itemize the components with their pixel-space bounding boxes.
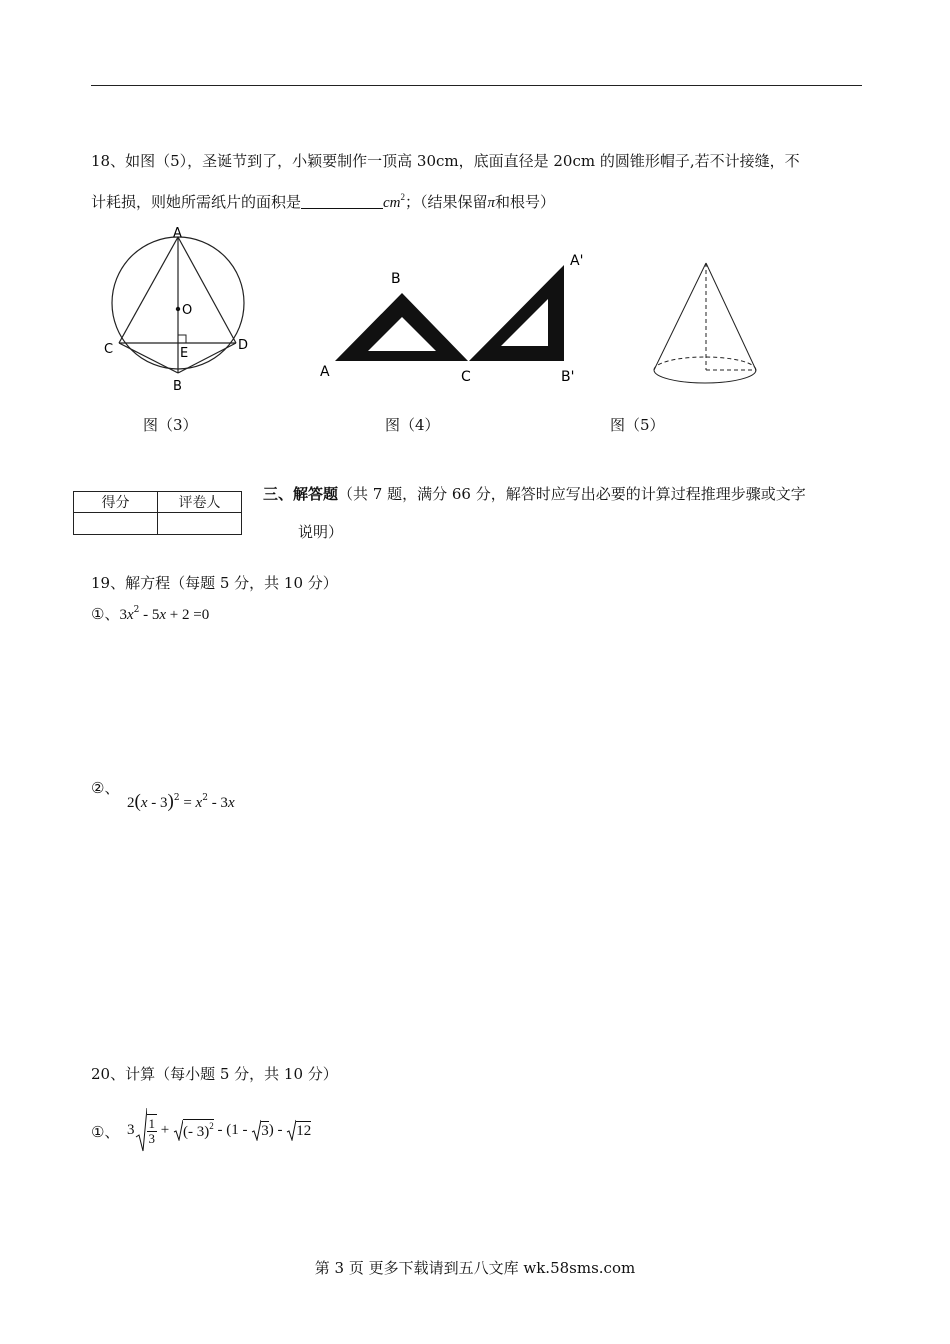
q19-p1-exp: 2 xyxy=(133,605,140,615)
fraction xyxy=(147,1114,158,1146)
triangle-set-square-2 xyxy=(469,265,564,361)
q18-line2 xyxy=(91,187,555,213)
pi-symbol: π xyxy=(487,195,496,211)
q19-p2-open: ( xyxy=(134,791,141,812)
label-b-prime: B' xyxy=(561,369,575,385)
section-3-line2: 说明） xyxy=(298,523,344,541)
unit-exponent: 2 xyxy=(400,192,406,202)
fraction-denominator: 3 xyxy=(148,1131,155,1146)
q19-title: 19、解方程（每题 5 分，共 10 分） xyxy=(91,574,338,592)
label-a-prime: A' xyxy=(570,253,584,269)
sqrt-3 xyxy=(251,1119,269,1141)
label-a: A xyxy=(173,226,182,241)
q19-p2-exp: 2 xyxy=(173,793,180,803)
score-cell xyxy=(74,513,158,535)
q19-p1-label: ①、 xyxy=(91,605,120,623)
score-table xyxy=(73,491,242,535)
sqrt-square xyxy=(173,1119,214,1141)
page-footer: 第 3 页 更多下载请到五八文库 wk.58sms.com xyxy=(314,1259,636,1277)
radicand-2-base: (- 3) xyxy=(182,1124,210,1140)
q18-line1: 18、如图（5），圣诞节到了，小颖要制作一顶高 30cm，底面直径是 20cm 的圆锥形帽子,若不计接缝，不 xyxy=(91,152,800,170)
q19-p1-term: - 5 xyxy=(139,607,160,623)
q19-p2-label: ②、 xyxy=(91,779,120,797)
section-3-line1 xyxy=(263,484,806,504)
q19-p1-var: x xyxy=(126,607,134,623)
sqrt-12 xyxy=(286,1119,311,1141)
q18-text-c: 和根号） xyxy=(495,193,556,211)
triangle-set-square-1 xyxy=(335,293,468,361)
figure-5 xyxy=(648,255,763,385)
label-d: D xyxy=(238,338,249,353)
radicand-4: 12 xyxy=(296,1122,312,1139)
q20-p1-label: ①、 xyxy=(91,1123,120,1141)
label-a: A xyxy=(320,364,330,380)
q19-p1-coef: 3 xyxy=(119,607,127,623)
answer-blank xyxy=(301,194,383,209)
q20-coef: 3 xyxy=(127,1121,135,1138)
unit: cm xyxy=(383,195,401,211)
label-c: C xyxy=(461,369,471,385)
radicand-3: 3 xyxy=(261,1122,269,1139)
q19-part2 xyxy=(127,788,235,813)
q19-part1 xyxy=(91,600,209,625)
plus-sign: + xyxy=(157,1121,173,1138)
top-rule xyxy=(91,85,862,86)
segment-ad xyxy=(178,237,236,343)
fraction-numerator: 1 xyxy=(148,1116,155,1131)
q19-p2-var4: x xyxy=(227,795,235,811)
radical-sign-3 xyxy=(251,1119,261,1141)
segment-cb xyxy=(119,343,178,373)
radical-sign-4 xyxy=(286,1119,296,1141)
radical-sign-1 xyxy=(135,1107,147,1153)
section-3-title: 三、解答题 xyxy=(263,485,339,503)
q18-text-a: 计耗损，则她所需纸片的面积是 xyxy=(91,193,302,211)
q19-p2-close: ) xyxy=(167,791,174,812)
grader-cell xyxy=(158,513,242,535)
label-b: B xyxy=(391,271,401,287)
section-3-desc: （共 7 题，满分 66 分，解答时应写出必要的计算过程推理步骤或文字 xyxy=(338,485,806,503)
radicand-2-exp: 2 xyxy=(209,1121,214,1131)
score-header: 得分 xyxy=(74,492,158,513)
caption-fig4: 图（4） xyxy=(385,416,440,434)
q19-p2-eq: = xyxy=(179,795,196,811)
figure-3 xyxy=(100,225,260,400)
q20-expression xyxy=(127,1105,311,1155)
caption-fig5: 图（5） xyxy=(610,416,665,434)
cone-base-front xyxy=(654,370,756,383)
q19-p2-var3: x xyxy=(195,795,203,811)
minus-term: - (1 - xyxy=(213,1121,252,1138)
q19-p1-rest: + 2 =0 xyxy=(166,607,210,623)
figure-4 xyxy=(315,245,595,385)
label-b: B xyxy=(173,379,182,394)
radicand-2 xyxy=(183,1119,214,1141)
right-angle-mark xyxy=(178,335,186,343)
q19-p2-exp2: 2 xyxy=(202,793,208,803)
segment-ac xyxy=(119,237,178,343)
q19-p2-var: x xyxy=(140,795,148,811)
radical-sign-2 xyxy=(173,1119,183,1141)
label-c: C xyxy=(104,342,114,357)
cone-left-side xyxy=(654,263,706,370)
q19-p1-var2: x xyxy=(159,607,167,623)
caption-fig3: 图（3） xyxy=(143,416,198,434)
cone-base-back xyxy=(654,357,756,370)
close-paren: ) - xyxy=(268,1121,287,1138)
grader-header: 评卷人 xyxy=(158,492,242,513)
q20-title: 20、计算（每小题 5 分，共 10 分） xyxy=(91,1065,338,1083)
center-dot xyxy=(176,307,180,311)
cone-right-side xyxy=(706,263,756,370)
label-o: O xyxy=(182,303,193,318)
label-e: E xyxy=(180,346,189,361)
q19-p2-term2: - 3 xyxy=(207,795,228,811)
q19-p2-coef: 2 xyxy=(127,795,135,811)
sqrt-fraction xyxy=(135,1107,158,1153)
q18-text-b: ；（结果保留 xyxy=(405,193,488,211)
q19-p2-term: - 3 xyxy=(147,795,168,811)
